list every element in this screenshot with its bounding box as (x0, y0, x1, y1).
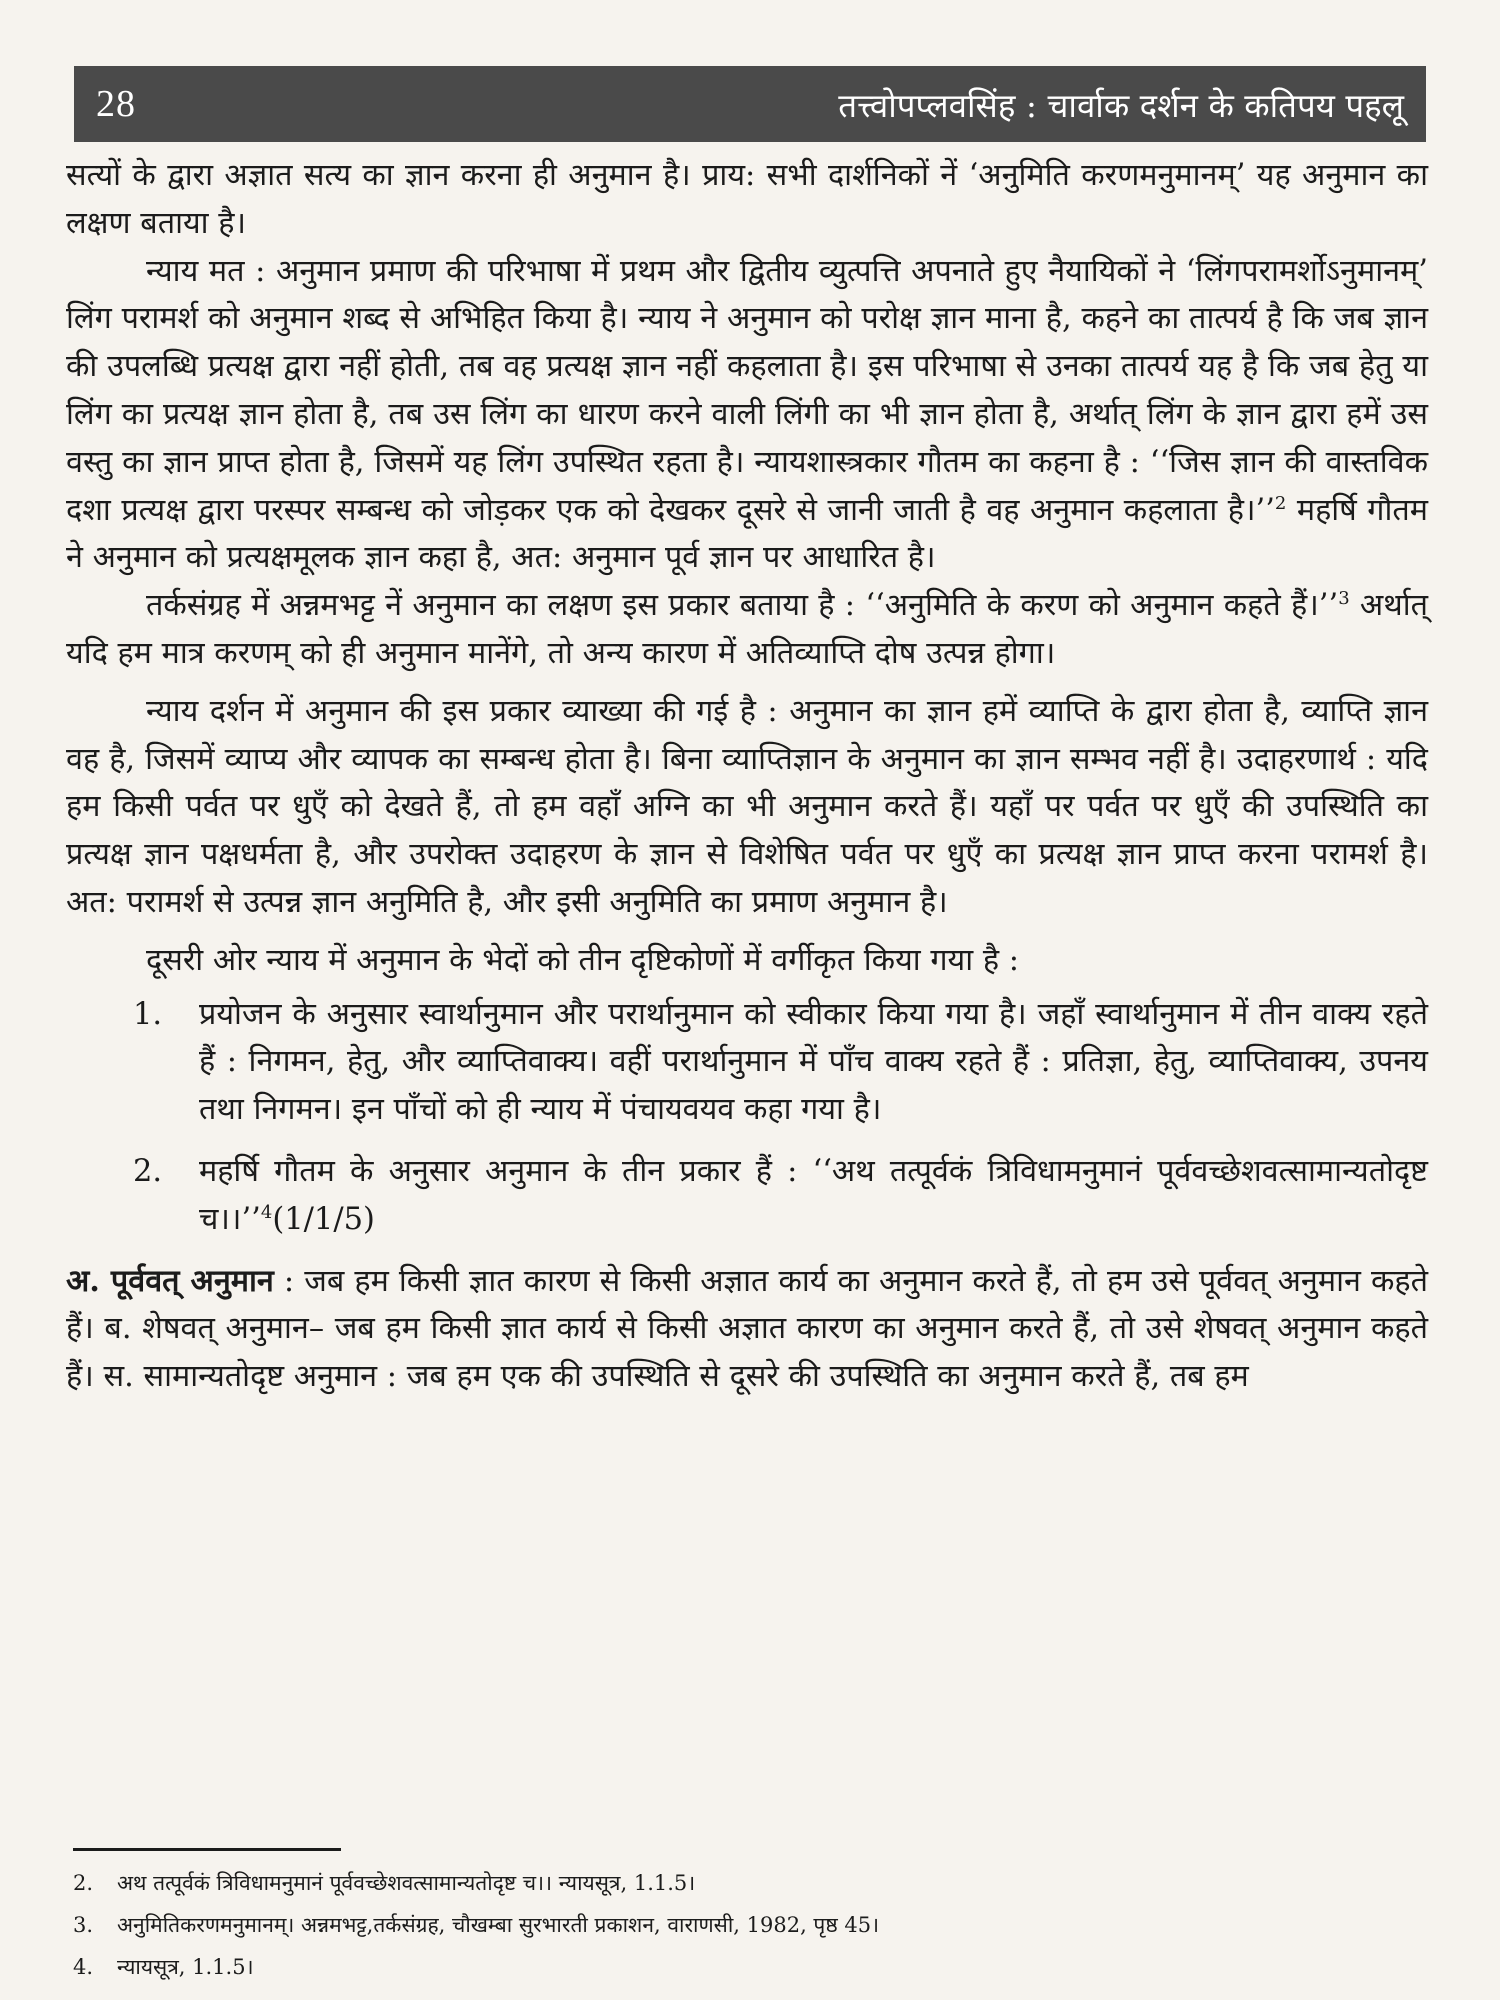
list-number: 1. (133, 996, 163, 1032)
footnote (73, 1862, 1423, 1904)
footnote-text: न्यायसूत्र, 1.1.5। (117, 1955, 254, 1979)
main-text (66, 152, 1428, 1401)
list-item (66, 991, 1428, 1134)
list-text-wrapper (199, 1148, 1428, 1244)
numbered-list (66, 991, 1428, 1244)
footnote-number: 3. (73, 1913, 94, 1937)
running-header (74, 66, 1426, 142)
paragraph-text: अर्थात् यदि हम मात्र करणम् को ही अनुमान मानेंगे, तो अन्य कारण में अतिव्याप्ति दोष उत्पन्न होगा। (66, 588, 1428, 671)
list-item (66, 1148, 1428, 1244)
paragraph-text: महर्षि गौतम ने अनुमान को प्रत्यक्षमूलक ज्ञान कहा है, अत: अनुमान पूर्व ज्ञान पर आधारित है। (66, 492, 1428, 576)
footnote-number: 2. (73, 1871, 94, 1895)
paragraph: सत्यों के द्वारा अज्ञात सत्य का ज्ञान करना ही अनुमान है। प्राय: सभी दार्शनिकों नें ‘अनुमिति करणमनुमानम्’ यह अनुमान का लक्षण बताया है। (66, 158, 1428, 241)
footnote (73, 1946, 1423, 1988)
footnote (73, 1904, 1423, 1946)
section-heading: अ. पूर्ववत् अनुमान (66, 1262, 274, 1299)
footnote-text: अथ तत्पूर्वकं त्रिविधामनुमानं पूर्ववच्छेशवत्सामान्यतोदृष्ट च।। न्यायसूत्र, 1.1.5। (117, 1871, 696, 1895)
paragraph-text: न्याय मत : अनुमान प्रमाण की परिभाषा में प्रथम और द्वितीय व्युत्पत्ति अपनाते हुए नैयायिकों ने ‘लिंगपरामर्शोऽनुमानम्’ लिंग परामर्श को अनुमान शब्द से अभिहित किया है। न्याय ने अनुमान को परोक्ष ज्ञान माना है, कहने का तात्पर्य है कि जब ज्ञान की उपलब्धि प्रत्यक्ष द्वारा नहीं होती, तब वह प्रत्यक्ष ज्ञान नहीं कहलाता है। इस परिभाषा से उनका तात्पर्य यह है कि जब हेतु या लिंग का प्रत्यक्ष ज्ञान होता है, तब उस लिंग का धारण करने वाली लिंगी का भी ज्ञान होता है, अर्थात् लिंग के ज्ञान द्वारा हमें उस वस्तु का ज्ञान प्राप्त होता है, जिसमें यह लिंग उपस्थित रहता है। न्यायशास्त्रकार गौतम का कहना है : ‘‘जिस ज्ञान की वास्तविक दशा प्रत्यक्ष द्वारा परस्पर सम्बन्ध को जोड़कर एक को देखकर दूसरे से जानी जाती है वह अनुमान कहलाता है।’’ (66, 253, 1428, 528)
list-number: 2. (133, 1153, 163, 1189)
footnote-number: 4. (73, 1955, 94, 1979)
list-text: महर्षि गौतम के अनुसार अनुमान के तीन प्रकार हैं : ‘‘अथ तत्पूर्वकं त्रिविधामनुमानं पूर्ववच्छेशवत्सामान्यतोदृष्ट च।।’’ (199, 1153, 1428, 1237)
list-text-citation: (1/1/5) (272, 1201, 375, 1237)
footnote-ref: 2 (1274, 492, 1287, 514)
paragraph (66, 248, 1428, 583)
page-number: 28 (96, 83, 136, 125)
paragraph: न्याय दर्शन में अनुमान की इस प्रकार व्याख्या की गई है : अनुमान का ज्ञान हमें व्याप्ति के द्वारा होता है, व्याप्ति ज्ञान वह है, जिसमें व्याप्य और व्यापक का सम्बन्ध होता है। बिना व्याप्तिज्ञान के अनुमान का ज्ञान सम्भव नहीं है। उदाहरणार्थ : यदि हम किसी पर्वत पर धुएँ को देखते हैं, तो हम वहाँ अग्नि का भी अनुमान करते हैं। यहाँ पर पर्वत पर धुएँ की उपस्थिति का प्रत्यक्ष ज्ञान पक्षधर्मता है, और उपरोक्त उदाहरण के ज्ञान से विशेषित पर्वत पर धुएँ का प्रत्यक्ष ज्ञान प्राप्त करना परामर्श है। अत: परामर्श से उत्पन्न ज्ञान अनुमिति है, और इसी अनुमिति का प्रमाण अनुमान है। (66, 693, 1428, 920)
footnote-text: अनुमितिकरणमनुमानम्। अन्नमभट्ट,तर्कसंग्रह, चौखम्बा सुरभारती प्रकाशन, वाराणसी, 1982, पृष्ठ 45। (117, 1913, 880, 1937)
footnote-rule (73, 1848, 341, 1851)
paragraph (66, 1258, 1428, 1401)
footnote-ref: 3 (1338, 588, 1350, 610)
paragraph (66, 582, 1428, 678)
paragraph-text: तर्कसंग्रह में अन्नमभट्ट नें अनुमान का लक्षण इस प्रकार बताया है : ‘‘अनुमिति के करण को अनुमान कहते हैं।’’ (146, 588, 1339, 624)
paragraph: दूसरी ओर न्याय में अनुमान के भेदों को तीन दृष्टिकोणों में वर्गीकृत किया गया है : (146, 942, 1019, 978)
paragraph-text: : जब हम किसी ज्ञात कारण से किसी अज्ञात कार्य का अनुमान करते हैं, तो हम उसे पूर्ववत् अनुमान कहते हैं। ब. शेषवत् अनुमान– जब हम किसी ज्ञात कार्य से किसी अज्ञात कारण का अनुमान करते हैं, तो उसे शेषवत् अनुमान कहते हैं। स. सामान्यतोदृष्ट अनुमान : जब हम एक की उपस्थिति से दूसरे की उपस्थिति का अनुमान करते हैं, तब हम (66, 1263, 1429, 1395)
list-text: प्रयोजन के अनुसार स्वार्थानुमान और परार्थानुमान को स्वीकार किया गया है। जहाँ स्वार्थानुमान में तीन वाक्य रहते हैं : निगमन, हेतु, और व्याप्तिवाक्य। वहीं परार्थानुमान में पाँच वाक्य रहते हैं : प्रतिज्ञा, हेतु, व्याप्तिवाक्य, उपनय तथा निगमन। इन पाँचों को ही न्याय में पंचायवयव कहा गया है। (199, 996, 1428, 1128)
footnotes (73, 1862, 1423, 1988)
footnote-ref: 4 (260, 1201, 273, 1223)
running-title: तत्त्वोपप्लवसिंह : चार्वाक दर्शन के कतिपय पहलू (838, 85, 1404, 125)
